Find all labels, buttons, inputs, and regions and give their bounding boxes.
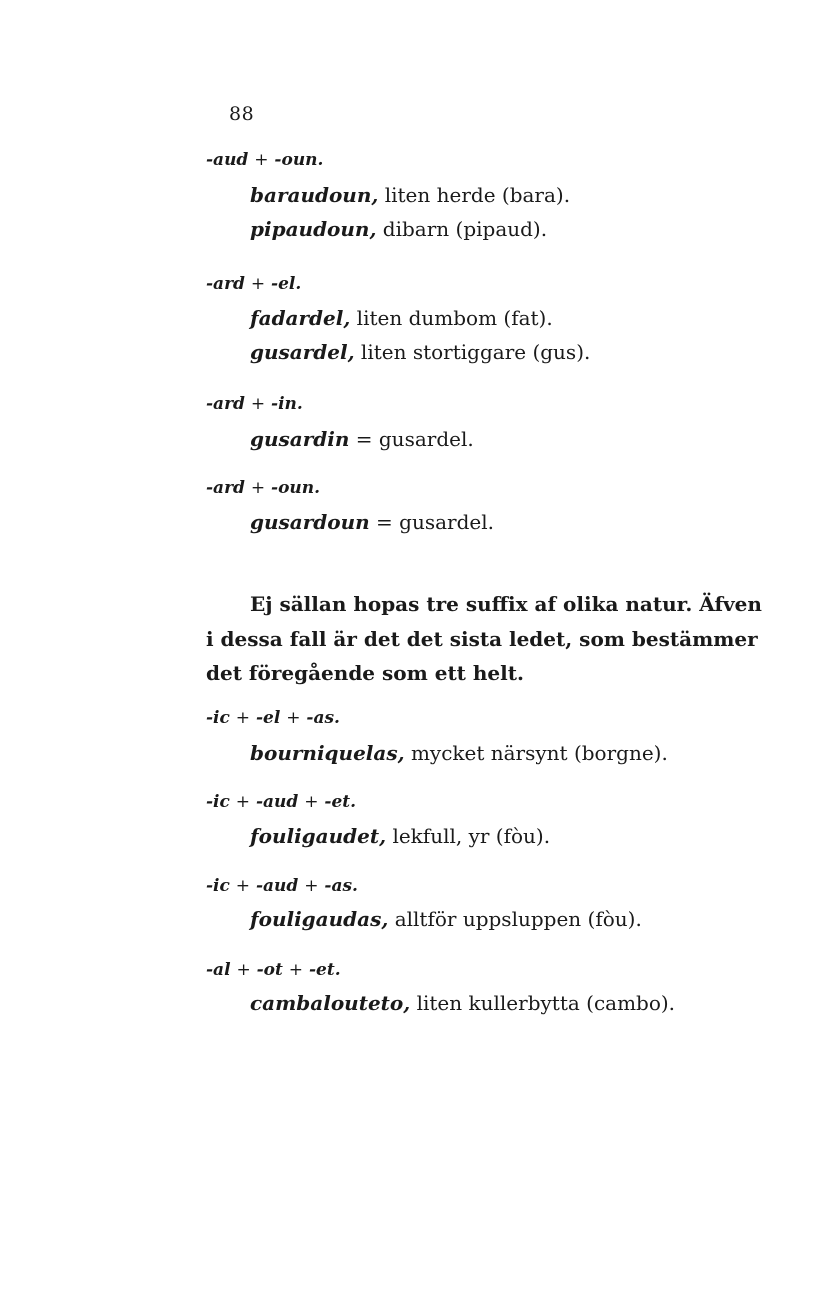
entry xyxy=(250,306,553,330)
suffix-header xyxy=(206,478,320,498)
plus-sign: + xyxy=(288,960,304,980)
suffix: -oun. xyxy=(271,478,321,498)
suffix: -et. xyxy=(324,792,357,812)
suffix: -ard xyxy=(206,274,245,294)
suffix: -as. xyxy=(324,876,358,896)
entry xyxy=(250,183,570,207)
plus-sign: + xyxy=(236,960,251,980)
plus-sign: + xyxy=(304,876,319,896)
entry-word: gusardoun xyxy=(250,510,370,534)
entry xyxy=(250,824,550,848)
entry-word: cambalouteto, xyxy=(250,991,411,1015)
plus-sign: + xyxy=(250,274,266,294)
suffix-header xyxy=(206,708,340,728)
suffix: -as. xyxy=(306,708,340,728)
plus-sign: + xyxy=(286,708,301,728)
entry xyxy=(250,991,675,1015)
suffix: -ic xyxy=(206,792,230,812)
suffix: -aud xyxy=(255,876,299,896)
entry xyxy=(250,217,547,241)
entry-word: fouligaudet, xyxy=(250,824,387,848)
suffix: -el xyxy=(255,708,281,728)
entry-gloss: mycket närsynt (borgne). xyxy=(410,741,668,765)
plus-sign: + xyxy=(235,876,251,896)
entry-word: gusardel, xyxy=(250,340,355,364)
suffix: -oun. xyxy=(274,150,324,170)
suffix-header xyxy=(206,876,358,896)
entry-gloss: = gusardel. xyxy=(376,510,494,534)
entry xyxy=(250,907,642,931)
entry-word: fouligaudas, xyxy=(250,907,389,931)
entry-gloss: alltför uppsluppen (fòu). xyxy=(394,907,642,931)
entry-word: baraudoun, xyxy=(250,183,379,207)
suffix-header xyxy=(206,960,341,980)
page-number: 88 xyxy=(229,103,255,125)
plus-sign: + xyxy=(235,708,251,728)
paragraph-line: Ej sällan hopas tre suffix af olika natur. Äfven xyxy=(250,592,762,616)
entry-gloss: liten kullerbytta (cambo). xyxy=(416,991,676,1015)
plus-sign: + xyxy=(250,394,266,414)
entry-gloss: liten stortiggare (gus). xyxy=(360,340,591,364)
entry-gloss: lekfull, yr (fòu). xyxy=(392,824,551,848)
suffix-header xyxy=(206,394,303,414)
entry-word: gusardin xyxy=(250,427,350,451)
suffix: -ic xyxy=(206,876,230,896)
entry xyxy=(250,510,494,534)
entry-gloss: dibarn (pipaud). xyxy=(382,217,548,241)
suffix-header xyxy=(206,792,356,812)
entry xyxy=(250,340,590,364)
suffix: -el. xyxy=(271,274,302,294)
suffix: -al xyxy=(206,960,231,980)
entry-word: bourniquelas, xyxy=(250,741,405,765)
entry xyxy=(250,427,474,451)
plus-sign: + xyxy=(250,478,266,498)
entry-gloss: liten herde (bara). xyxy=(384,183,571,207)
entry-word: fadardel, xyxy=(250,306,351,330)
entry-word: pipaudoun, xyxy=(250,217,377,241)
suffix: -ard xyxy=(206,394,245,414)
paragraph-line: det föregående som ett helt. xyxy=(206,661,524,685)
suffix: -et. xyxy=(308,960,341,980)
plus-sign: + xyxy=(235,792,251,812)
suffix: -in. xyxy=(271,394,303,414)
entry xyxy=(250,741,668,765)
plus-sign: + xyxy=(254,150,269,170)
paragraph-line: i dessa fall är det det sista ledet, som bestämmer xyxy=(206,626,758,651)
plus-sign: + xyxy=(304,792,319,812)
entry-gloss: = gusardel. xyxy=(355,427,474,451)
suffix: -aud xyxy=(255,792,299,812)
suffix-header xyxy=(206,274,301,294)
entry-gloss: liten dumbom (fat). xyxy=(356,306,553,330)
body-paragraph xyxy=(206,587,762,691)
suffix: -ot xyxy=(256,960,283,980)
suffix: -ic xyxy=(206,708,230,728)
suffix: -ard xyxy=(206,478,245,498)
suffix: -aud xyxy=(206,150,249,170)
suffix-header xyxy=(206,150,323,170)
